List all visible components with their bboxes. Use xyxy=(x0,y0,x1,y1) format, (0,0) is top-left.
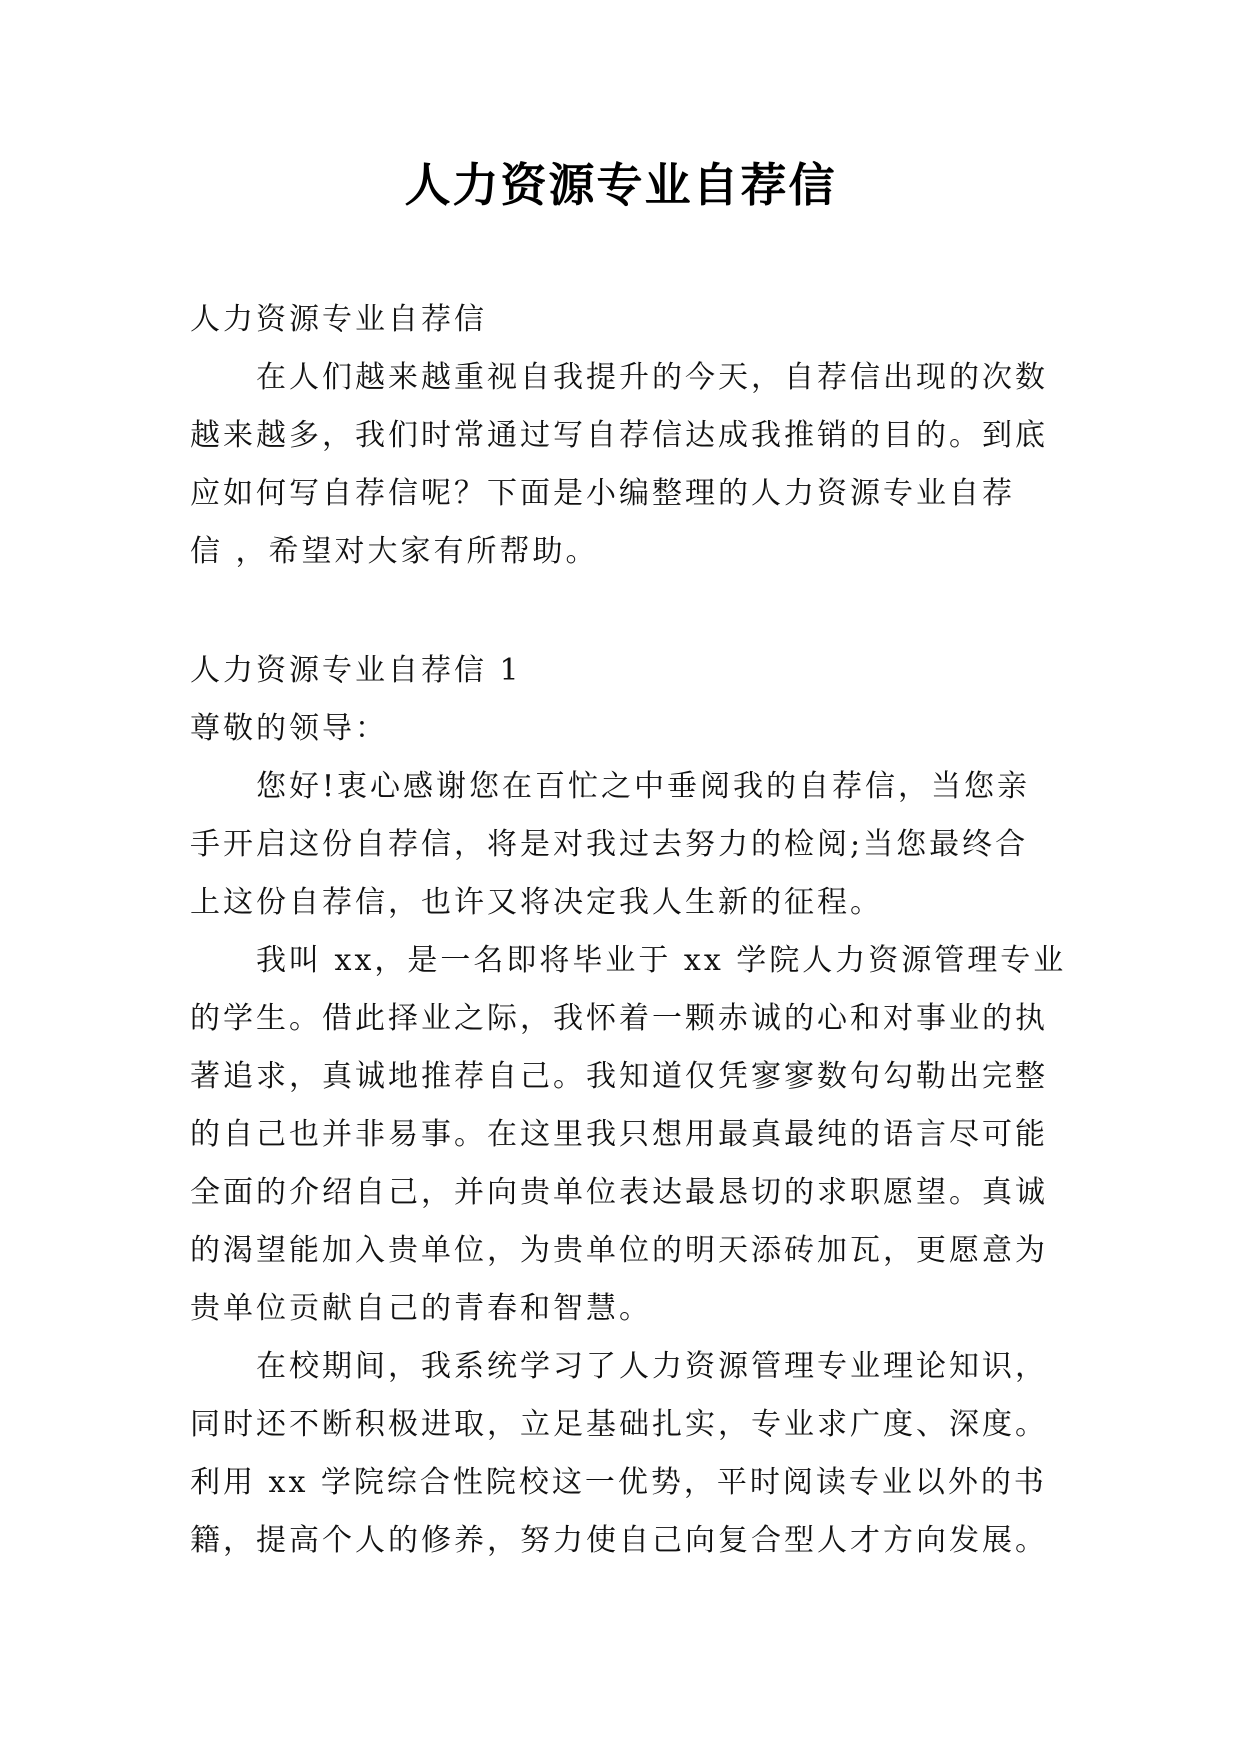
intro-section xyxy=(190,291,1070,581)
paragraph-line: 在校期间，我系统学习了人力资源管理专业理论知识， xyxy=(256,1349,1048,1384)
paragraph-line: 的学生。借此择业之际，我怀着一颗赤诚的心和对事业的执 xyxy=(190,1001,1048,1036)
paragraph-line: 全面的介绍自己，并向贵单位表达最恳切的求职愿望。真诚 xyxy=(190,1175,1048,1210)
paragraph-line: 手开启这份自荐信，将是对我过去努力的检阅;当您最终合 xyxy=(190,827,1029,862)
letter-heading: 人力资源专业自荐信 1 xyxy=(190,653,522,688)
paragraph-line: 籍，提高个人的修养，努力使自己向复合型人才方向发展。 xyxy=(190,1523,1048,1558)
intro-paragraph-line: 信 ，希望对大家有所帮助。 xyxy=(190,534,599,569)
paragraph-line: 上这份自荐信，也许又将决定我人生新的征程。 xyxy=(190,885,883,920)
intro-paragraph-line: 在人们越来越重视自我提升的今天，自荐信出现的次数 xyxy=(256,360,1048,395)
paragraph-line: 贵单位贡献自己的青春和智慧。 xyxy=(190,1291,652,1326)
intro-paragraph-line: 越来越多，我们时常通过写自荐信达成我推销的目的。到底 xyxy=(190,418,1048,453)
letter-section xyxy=(190,642,1070,1570)
paragraph-line: 同时还不断积极进取，立足基础扎实，专业求广度、深度。 xyxy=(190,1407,1048,1442)
paragraph-line: 著追求，真诚地推荐自己。我知道仅凭寥寥数句勾勒出完整 xyxy=(190,1059,1048,1094)
paragraph-line: 您好!衷心感谢您在百忙之中垂阅我的自荐信，当您亲 xyxy=(256,769,1031,804)
document-title: 人力资源专业自荐信 xyxy=(404,158,837,212)
letter-salutation: 尊敬的领导： xyxy=(190,711,388,746)
intro-subtitle: 人力资源专业自荐信 xyxy=(190,302,487,337)
paragraph-line: 我叫 xx，是一名即将毕业于 xx 学院人力资源管理专业 xyxy=(256,943,1067,978)
intro-paragraph-line: 应如何写自荐信呢？下面是小编整理的人力资源专业自荐 xyxy=(190,476,1015,511)
paragraph-line: 利用 xx 学院综合性院校这一优势，平时阅读专业以外的书 xyxy=(190,1465,1047,1500)
paragraph-line: 的渴望能加入贵单位，为贵单位的明天添砖加瓦，更愿意为 xyxy=(190,1233,1048,1268)
paragraph-line: 的自己也并非易事。在这里我只想用最真最纯的语言尽可能 xyxy=(190,1117,1048,1152)
